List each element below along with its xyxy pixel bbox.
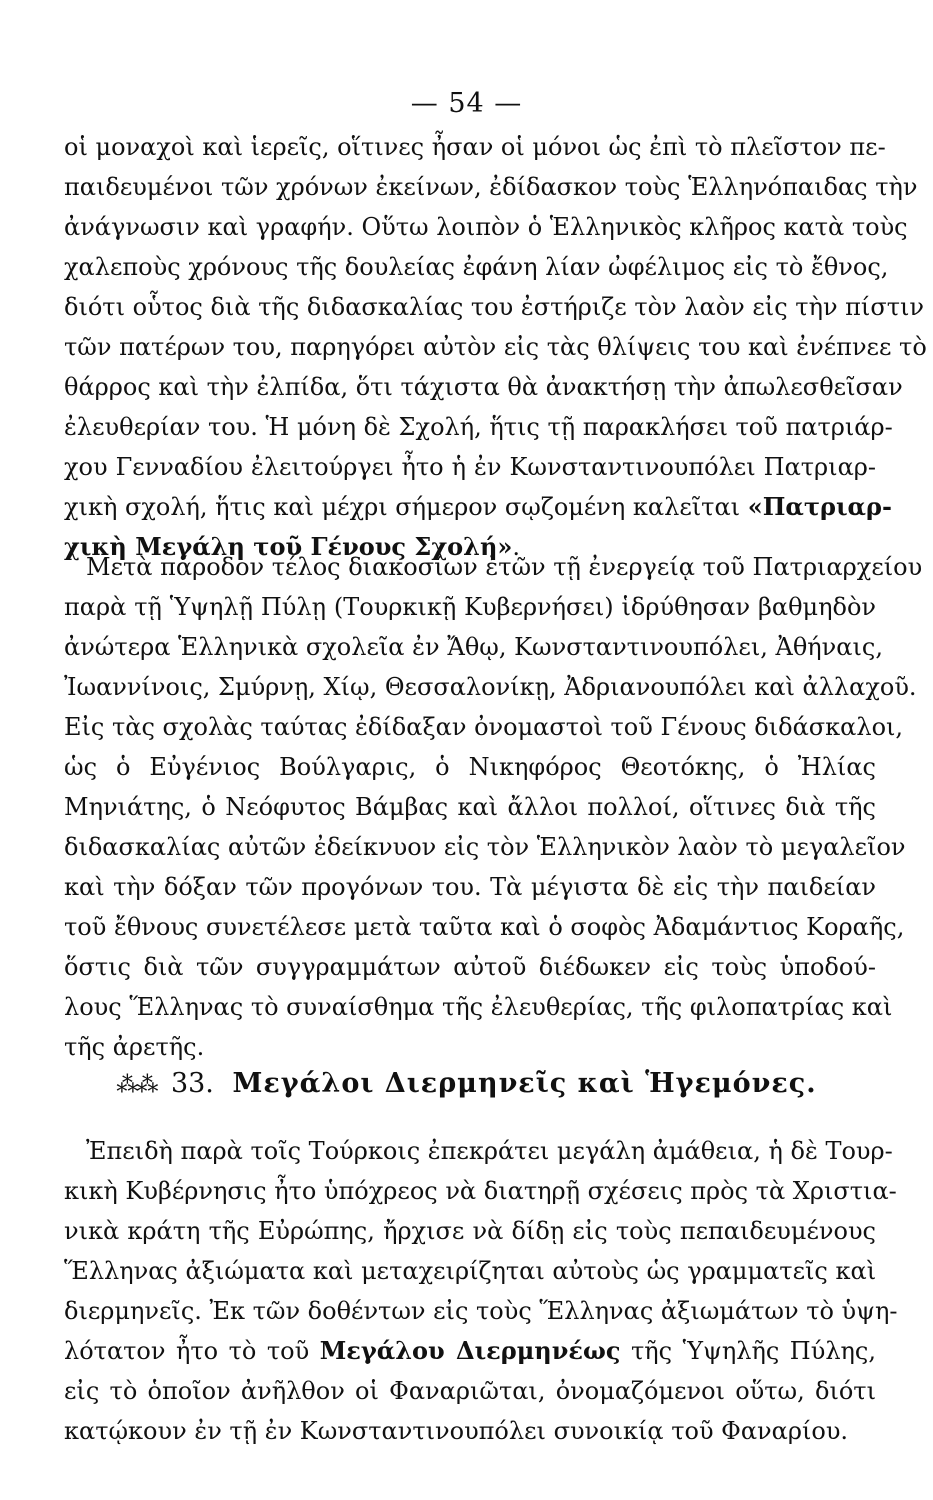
text-line: ἀνάγνωσιν καὶ γραφήν. Οὕτω λοιπὸν ὁ Ἑλληνικὸς κλῆρος κατὰ τοὺς — [64, 213, 908, 241]
text-segment: . — [512, 533, 521, 561]
text-line: διότι οὗτος διὰ τῆς διδασκαλίας του ἐστήριζε τὸν λαὸν εἰς τὴν πίστιν — [64, 293, 925, 321]
text-segment: τῆς Ὑψηλῆς Πύλης, — [631, 1337, 876, 1365]
section-heading — [0, 1062, 933, 1106]
text-line: Μηνιάτης, ὁ Νεόφυτος Βάμβας καὶ ἄλλοι πολλοί, οἵτινες διὰ τῆς — [64, 793, 876, 821]
text-line: χου Γενναδίου ἐλειτούργει ἦτο ἡ ἐν Κωνσταντινουπόλει Πατριαρ- — [64, 453, 876, 481]
text-line: εἰς τὸ ὁποῖον ἀνῆλθον οἱ Φαναριῶται, ὀνομαζόμενοι οὕτω, διότι — [64, 1377, 876, 1405]
school-name-bold: «Πατριαρ- — [747, 492, 892, 521]
section-number: 33. — [170, 1068, 214, 1099]
text-line — [64, 487, 892, 527]
text-line: τῶν πατέρων του, παρηγόρει αὐτὸν εἰς τὰς θλίψεις του καὶ ἐνέπνεε τὸ — [64, 333, 927, 361]
text-line — [64, 1331, 876, 1371]
text-line: Εἰς τὰς σχολὰς ταύτας ἐδίδαξαν ὀνομαστοὶ τοῦ Γένους διδάσκαλοι, — [64, 713, 904, 741]
text-line: οἱ μοναχοὶ καὶ ἱερεῖς, οἵτινες ἦσαν οἱ μόνοι ὡς ἐπὶ τὸ πλεῖστον πε- — [64, 133, 886, 161]
text-line: Ἕλληνας ἀξιώματα καὶ μεταχειρίζηται αὐτοὺς ὡς γραμματεῖς καὶ — [64, 1257, 877, 1285]
text-line: ἀνώτερα Ἑλληνικὰ σχολεῖα ἐν Ἄθῳ, Κωνσταντινουπόλει, Ἀθήναις, — [64, 633, 883, 661]
text-line: ὡς ὁ Εὐγένιος Βούλγαρις, ὁ Νικηφόρος Θεοτόκης, ὁ Ἠλίας — [64, 753, 876, 781]
paragraph-3 — [64, 1131, 898, 1451]
text-line: τοῦ ἔθνους συνετέλεσε μετὰ ταῦτα καὶ ὁ σοφὸς Ἀδαμάντιος Κοραῆς, — [64, 913, 905, 941]
title-bold: Μεγάλου Διερμηνέως — [319, 1336, 621, 1365]
page-number: — 54 — — [410, 88, 523, 119]
text-line: θάρρος καὶ τὴν ἐλπίδα, ὅτι τάχιστα θὰ ἀνακτήσῃ τὴν ἀπωλεσθεῖσαν — [64, 373, 903, 401]
text-line: καὶ τὴν δόξαν τῶν προγόνων του. Τὰ μέγιστα δὲ εἰς τὴν παιδείαν — [64, 873, 876, 901]
paragraph-2 — [64, 547, 923, 1067]
text-line: ἐλευθερίαν του. Ἡ μόνη δὲ Σχολή, ἥτις τῇ παρακλήσει τοῦ πατριάρ- — [64, 413, 893, 441]
text-line: παρὰ τῇ Ὑψηλῇ Πύλῃ (Τουρκικῇ Κυβερνήσει) ἱδρύθησαν βαθμηδὸν — [64, 593, 876, 621]
text-line: παιδευμένοι τῶν χρόνων ἐκείνων, ἐδίδασκον τοὺς Ἑλληνόπαιδας τὴν — [64, 173, 918, 201]
text-line: Μετὰ πάροδον τέλος διακοσίων ἐτῶν τῇ ἐνεργείᾳ τοῦ Πατριαρχείου — [86, 553, 923, 581]
asterism-icon: ⁂⁂ — [116, 1073, 157, 1098]
text-line: λους Ἕλληνας τὸ συναίσθημα τῆς ἐλευθερίας, τῆς φιλοπατρίας καὶ — [64, 993, 893, 1021]
text-line: Ἐπειδὴ παρὰ τοῖς Τούρκοις ἐπεκράτει μεγάλη ἀμάθεια, ἡ δὲ Τουρ- — [86, 1137, 893, 1165]
text-line: κικὴ Κυβέρνησις ἦτο ὑπόχρεος νὰ διατηρῇ σχέσεις πρὸς τὰ Χριστια- — [64, 1177, 897, 1205]
text-line: κατῴκουν ἐν τῇ ἐν Κωνσταντινουπόλει συνοικίᾳ τοῦ Φαναρίου. — [64, 1417, 849, 1445]
school-name-bold: χικὴ Μεγάλη τοῦ Γένους Σχολή» — [64, 532, 513, 561]
text-segment: λότατον ἦτο τὸ τοῦ — [64, 1337, 310, 1365]
section-title: Μεγάλοι Διερμηνεῖς καὶ Ἡγεμόνες. — [232, 1068, 817, 1099]
text-line: νικὰ κράτη τῆς Εὐρώπης, ἤρχισε νὰ δίδῃ εἰς τοὺς πεπαιδευμένους — [64, 1217, 876, 1245]
text-line: διδασκαλίας αὐτῶν ἐδείκνυον εἰς τὸν Ἑλληνικὸν λαὸν τὸ μεγαλεῖον — [64, 833, 906, 861]
text-line: τῆς ἀρετῆς. — [64, 1033, 205, 1061]
text-line: ὅστις διὰ τῶν συγγραμμάτων αὐτοῦ διέδωκεν εἰς τοὺς ὑποδού- — [64, 953, 876, 981]
text-line: Ἰωαννίνοις, Σμύρνῃ, Χίῳ, Θεσσαλονίκῃ, Ἀδριανουπόλει καὶ ἀλλαχοῦ. — [64, 673, 917, 701]
text-line: χαλεποὺς χρόνους τῆς δουλείας ἐφάνη λίαν ὠφέλιμος εἰς τὸ ἔθνος, — [64, 253, 889, 281]
text-segment: χικὴ σχολή, ἥτις καὶ μέχρι σήμερον σῳζομένη καλεῖται — [64, 493, 741, 521]
text-line: διερμηνεῖς. Ἐκ τῶν δοθέντων εἰς τοὺς Ἕλληνας ἀξιωμάτων τὸ ὑψη- — [64, 1297, 898, 1325]
